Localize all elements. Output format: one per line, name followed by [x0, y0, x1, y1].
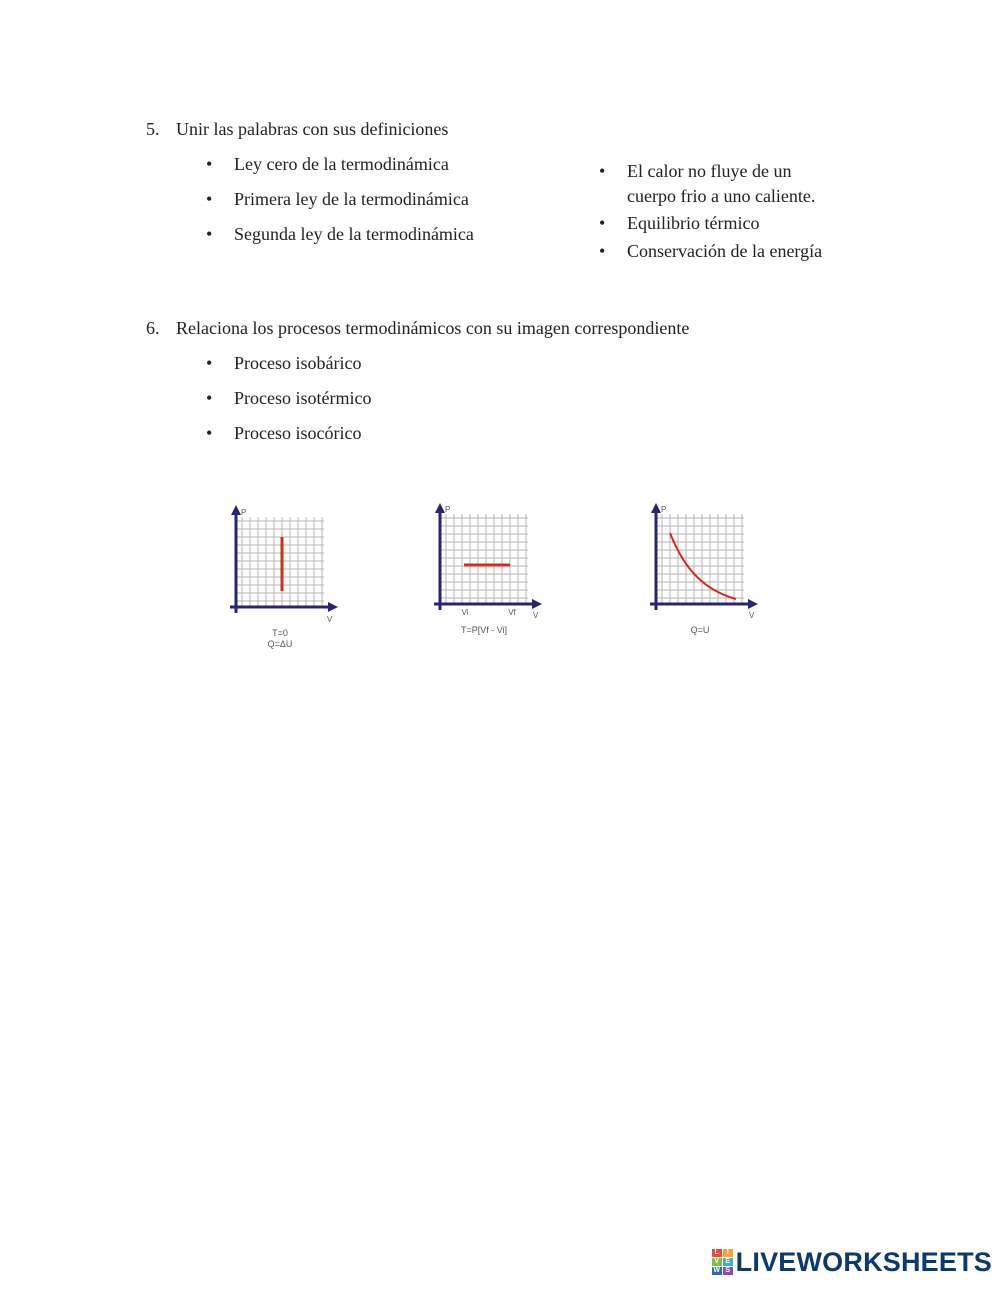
graph-grid	[236, 517, 324, 607]
graph-caption: Q=U	[690, 625, 710, 635]
list-item	[599, 211, 822, 236]
graph-grid	[440, 514, 528, 604]
definition-3: Conservación de la energía	[627, 241, 823, 261]
graph-horizontal-process	[430, 500, 546, 645]
list-item	[206, 352, 371, 374]
graph-caption: Q=ΔU	[267, 639, 293, 649]
graph-caption: T=P[Vf - Vi]	[460, 625, 508, 635]
v-axis-arrow-icon	[328, 602, 338, 612]
q5-definitions-list	[599, 159, 822, 264]
graph-curve-process	[646, 500, 762, 640]
p-axis-label: P	[241, 508, 247, 517]
p-axis-arrow-icon	[231, 505, 241, 515]
graph-grid	[656, 514, 744, 604]
v-axis-arrow-icon	[748, 599, 758, 609]
word-zero-law: Ley cero de la termodinámica	[234, 154, 449, 174]
v-axis-label: V	[533, 611, 539, 620]
bullet-icon: •	[206, 388, 213, 408]
question-6-text: Relaciona los procesos termodinámicos con su imagen correspondiente	[176, 318, 690, 338]
bullet-icon: •	[206, 224, 213, 244]
list-item	[599, 239, 822, 264]
bullet-icon: •	[206, 353, 213, 373]
p-axis-label: P	[445, 505, 451, 514]
liveworksheets-logo-icon: L I V E W S	[712, 1249, 733, 1275]
q6-items-list	[206, 352, 371, 444]
word-first-law: Primera ley de la termodinámica	[234, 189, 469, 209]
definition-1-line1: El calor no fluye de un	[627, 161, 792, 181]
bullet-icon: •	[599, 161, 606, 181]
q5-words-list	[206, 153, 474, 245]
question-5-number: 5.	[146, 119, 160, 139]
list-item	[206, 188, 474, 210]
graph-vertical-process	[226, 503, 342, 653]
item-isochoric: Proceso isocórico	[234, 423, 362, 443]
p-axis-label: P	[661, 505, 667, 514]
vi-label: Vi	[461, 608, 469, 617]
v-axis-arrow-icon	[532, 599, 542, 609]
p-axis-arrow-icon	[651, 503, 661, 513]
definition-2: Equilibrio térmico	[627, 213, 760, 233]
bullet-icon: •	[206, 423, 213, 443]
question-5-text: Unir las palabras con sus definiciones	[176, 119, 449, 139]
list-item	[206, 153, 474, 175]
question-6-heading	[146, 317, 689, 339]
list-item	[599, 159, 822, 209]
v-axis-label: V	[749, 611, 755, 620]
p-axis-arrow-icon	[435, 503, 445, 513]
bullet-icon: •	[206, 189, 213, 209]
liveworksheets-brand	[712, 1247, 992, 1277]
v-axis-label: V	[327, 615, 333, 624]
item-isothermal: Proceso isotérmico	[234, 388, 372, 408]
brand-wordmark: LIVEWORKSHEETS	[735, 1246, 992, 1277]
item-isobaric: Proceso isobárico	[234, 353, 362, 373]
bullet-icon: •	[599, 241, 606, 261]
graph-caption: T=0	[272, 628, 288, 638]
word-second-law: Segunda ley de la termodinámica	[234, 224, 474, 244]
bullet-icon: •	[599, 213, 606, 233]
list-item	[206, 422, 371, 444]
definition-1-line2: cuerpo frio a uno caliente.	[627, 186, 816, 206]
list-item	[206, 223, 474, 245]
question-5-heading	[146, 118, 448, 140]
question-6-number: 6.	[146, 318, 160, 338]
vf-label: Vf	[508, 608, 516, 617]
bullet-icon: •	[206, 154, 213, 174]
list-item	[206, 387, 371, 409]
